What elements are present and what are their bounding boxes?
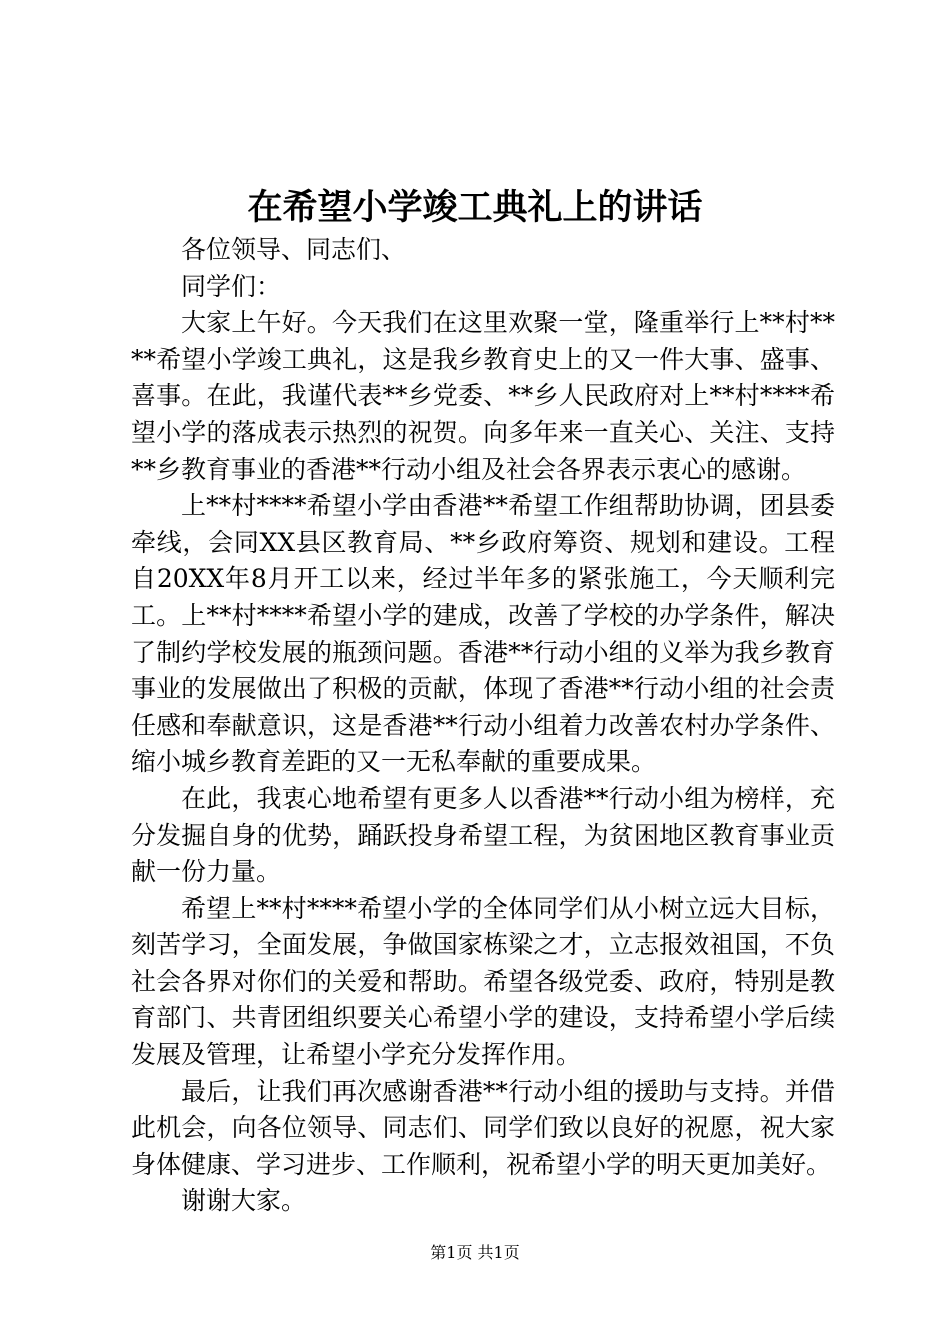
- document-body: [131, 232, 835, 1220]
- paragraph-hope-students: 希望上**村****希望小学的全体同学们从小树立远大目标，刻苦学习，全面发展，争做国家栋梁之才，立志报效祖国，不负社会各界对你们的关爱和帮助。希望各级党委、政府，特别是教育部门、共青团组织要关心希望小学的建设，支持希望小学后续发展及管理，让希望小学充分发挥作用。: [131, 893, 835, 1070]
- paragraph-thanks: 谢谢大家。: [181, 1186, 307, 1216]
- paragraph-hope-society: 在此，我衷心地希望有更多人以香港**行动小组为榜样，充分发掘自身的优势，踊跃投身希望工程，为贫困地区教育事业贡献一份力量。: [131, 783, 835, 887]
- page-number-footer: 第1页 共1页: [430, 1243, 520, 1262]
- paragraph-greeting: 大家上午好。今天我们在这里欢聚一堂，隆重举行上**村****希望小学竣工典礼，这是我乡教育史上的又一件大事、盛事、喜事。在此，我谨代表**乡党委、**乡人民政府对上**村****希望小学的落成表示热烈的祝贺。向多年来一直关心、关注、支持**乡教育事业的香港**行动小组及社会各界表示衷心的感谢。: [131, 308, 835, 484]
- salutation-line-1: 各位领导、同志们、: [181, 235, 407, 264]
- salutation-line-2: 同学们：: [181, 271, 282, 301]
- paragraph-closing: 最后，让我们再次感谢香港**行动小组的援助与支持。并借此机会，向各位领导、同志们、同学们致以良好的祝愿，祝大家身体健康、学习进步、工作顺利，祝希望小学的明天更加美好。: [131, 1076, 835, 1179]
- document-title: 在希望小学竣工典礼上的讲话: [247, 187, 703, 228]
- paragraph-construction: 上**村****希望小学由香港**希望工作组帮助协调，团县委牵线，会同XX县区教育局、**乡政府筹资、规划和建设。工程自20XX年8月开工以来，经过半年多的紧张施工，今天顺利完工。上**村****希望小学的建成，改善了学校的办学条件，解决了制约学校发展的瓶颈问题。香港**行动小组的义举为我乡教育事业的发展做出了积极的贡献，体现了香港**行动小组的社会责任感和奉献意识，这是香港**行动小组着力改善农村办学条件、缩小城乡教育差距的又一无私奉献的重要成果。: [131, 491, 835, 777]
